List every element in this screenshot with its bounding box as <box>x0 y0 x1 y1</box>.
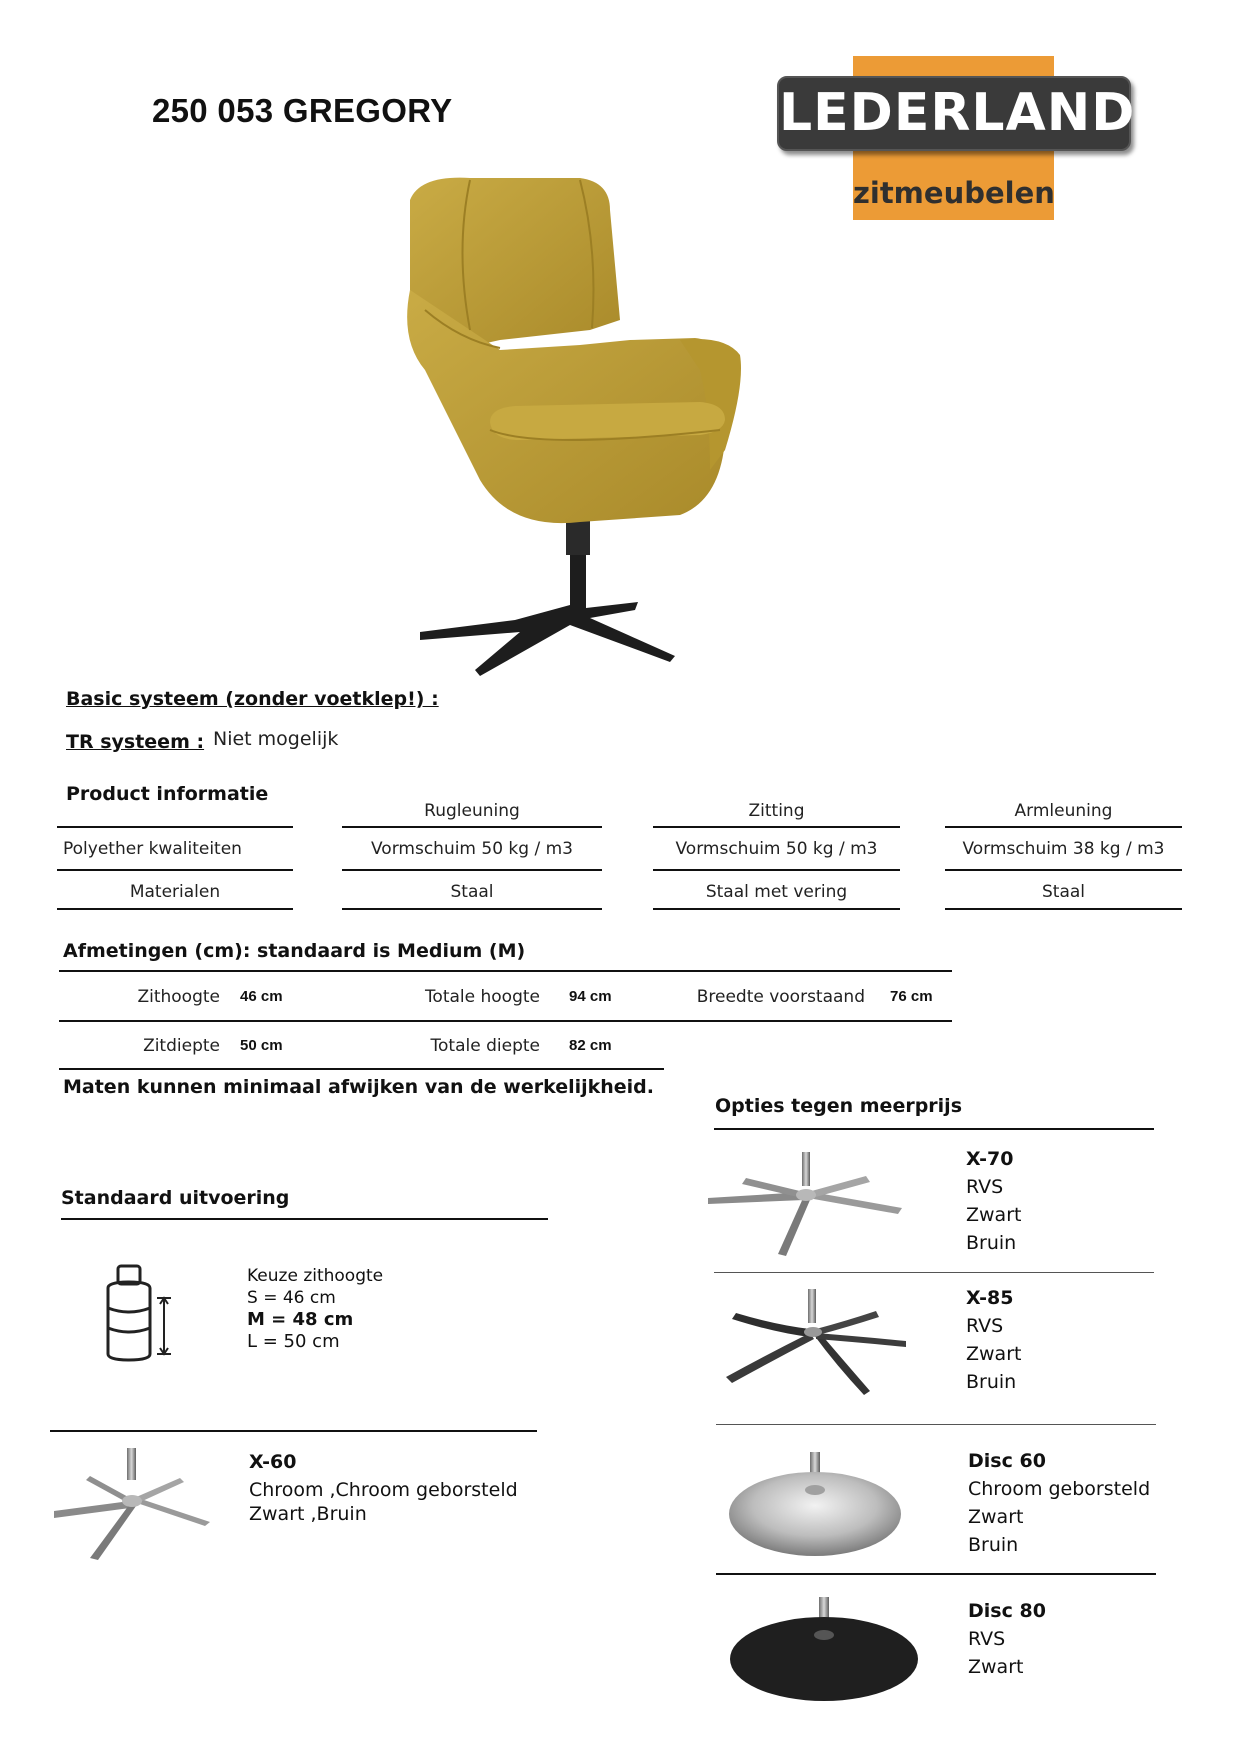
table-cell: Vormschuim 50 kg / m3 <box>675 839 878 859</box>
dim-label-zithoogte: Zithoogte <box>137 987 220 1007</box>
divider <box>716 1424 1156 1425</box>
x60-name <box>249 1448 296 1476</box>
divider <box>653 869 900 871</box>
table-cell: Staal <box>450 882 494 902</box>
seat-height-icon <box>100 1262 180 1362</box>
divider <box>945 826 1182 828</box>
dim-value-totale-hoogte: 94 cm <box>569 988 612 1005</box>
dim-value-zitdiepte: 50 cm <box>240 1037 283 1054</box>
standard-heading: Standaard uitvoering <box>61 1187 290 1209</box>
divider <box>57 869 293 871</box>
star-base-5-arm-icon <box>706 1148 906 1258</box>
seat-height-m: M = 48 cm <box>247 1309 354 1330</box>
divider <box>59 970 952 972</box>
x60-line1: Chroom ,Chroom geborsteld <box>249 1479 518 1501</box>
logo-registered: ® <box>1135 92 1149 106</box>
divider <box>716 1573 1156 1575</box>
table-cell: Staal met vering <box>705 882 848 902</box>
divider <box>342 869 602 871</box>
dim-value-totale-diepte: 82 cm <box>569 1037 612 1054</box>
option-disc80-variant: Zwart <box>968 1656 1024 1678</box>
divider <box>59 1020 952 1022</box>
option-x70-variant: RVS <box>966 1176 1004 1198</box>
divider <box>59 1068 664 1070</box>
row-label-materialen: Materialen <box>129 882 221 902</box>
column-header-rugleuning: Rugleuning <box>424 801 520 821</box>
x60-title: X-60 <box>249 1451 297 1473</box>
x60-line2: Zwart ,Bruin <box>249 1503 367 1525</box>
divider <box>945 869 1182 871</box>
product-info-heading: Product informatie <box>66 783 269 805</box>
dim-label-totale-hoogte: Totale hoogte <box>424 987 540 1007</box>
option-disc80-name: Disc 80 <box>968 1600 1046 1622</box>
divider <box>57 908 293 910</box>
divider <box>342 826 602 828</box>
option-x70-variant: Zwart <box>966 1204 1022 1226</box>
divider <box>945 908 1182 910</box>
option-x85-name: X-85 <box>966 1287 1014 1309</box>
option-x70-name: X-70 <box>966 1148 1014 1170</box>
option-disc60-variant: Bruin <box>968 1534 1019 1556</box>
option-disc60 <box>968 1447 1150 1559</box>
table-cell: Staal <box>1041 882 1085 902</box>
divider <box>61 1218 548 1220</box>
divider <box>342 908 602 910</box>
x60-base-icon <box>50 1446 215 1561</box>
dim-label-totale-diepte: Totale diepte <box>430 1036 540 1056</box>
option-disc60-name: Disc 60 <box>968 1450 1046 1472</box>
option-x85-variant: Zwart <box>966 1343 1022 1365</box>
seat-height-title: Keuze zithoogte <box>247 1266 384 1286</box>
dim-label-breedte-voorstaand: Breedte voorstaand <box>696 987 865 1007</box>
disc-base-chrome-icon <box>726 1450 906 1560</box>
dimensions-note: Maten kunnen minimaal afwijken van de werkelijkheid. <box>63 1076 655 1098</box>
table-cell: Vormschuim 50 kg / m3 <box>371 839 573 859</box>
option-disc80 <box>968 1597 1046 1681</box>
armchair-photo <box>380 170 810 680</box>
divider <box>57 826 293 828</box>
divider <box>653 826 900 828</box>
dim-value-breedte-voorstaand: 76 cm <box>890 988 933 1005</box>
tr-system-label: TR systeem : <box>66 731 205 753</box>
disc-base-black-icon <box>726 1595 926 1705</box>
column-header-zitting: Zitting <box>748 801 805 821</box>
option-x85 <box>966 1284 1021 1396</box>
option-x70-variant: Bruin <box>966 1232 1017 1254</box>
seat-height-s: S = 46 cm <box>247 1288 336 1308</box>
option-disc60-variant: Zwart <box>968 1506 1024 1528</box>
divider <box>653 908 900 910</box>
dim-label-zitdiepte: Zitdiepte <box>143 1036 220 1056</box>
logo-bar <box>777 76 1149 151</box>
tr-system-value: Niet mogelijk <box>213 728 339 750</box>
column-header-armleuning: Armleuning <box>1014 801 1113 821</box>
star-base-curved-icon <box>716 1285 916 1400</box>
option-disc60-variant: Chroom geborsteld <box>968 1478 1151 1500</box>
basic-system-label: Basic systeem (zonder voetklep!) : <box>66 688 439 710</box>
logo-tagline: zitmeubelen <box>853 176 1055 210</box>
divider <box>50 1430 537 1432</box>
divider <box>714 1128 1154 1130</box>
logo-brand: LEDERLAND <box>779 83 1136 143</box>
divider <box>714 1272 1154 1273</box>
table-cell: Vormschuim 38 kg / m3 <box>962 839 1165 859</box>
options-heading: Opties tegen meerprijs <box>715 1095 962 1117</box>
page-title: 250 053 GREGORY <box>152 92 453 129</box>
option-x70 <box>966 1145 1021 1257</box>
dim-value-zithoogte: 46 cm <box>240 988 283 1005</box>
dimensions-heading: Afmetingen (cm): standaard is Medium (M) <box>63 940 526 962</box>
option-x85-variant: RVS <box>966 1315 1004 1337</box>
row-label-polyether: Polyether kwaliteiten <box>63 839 242 859</box>
seat-height-l: L = 50 cm <box>247 1331 340 1352</box>
option-disc80-variant: RVS <box>968 1628 1006 1650</box>
option-x85-variant: Bruin <box>966 1371 1017 1393</box>
